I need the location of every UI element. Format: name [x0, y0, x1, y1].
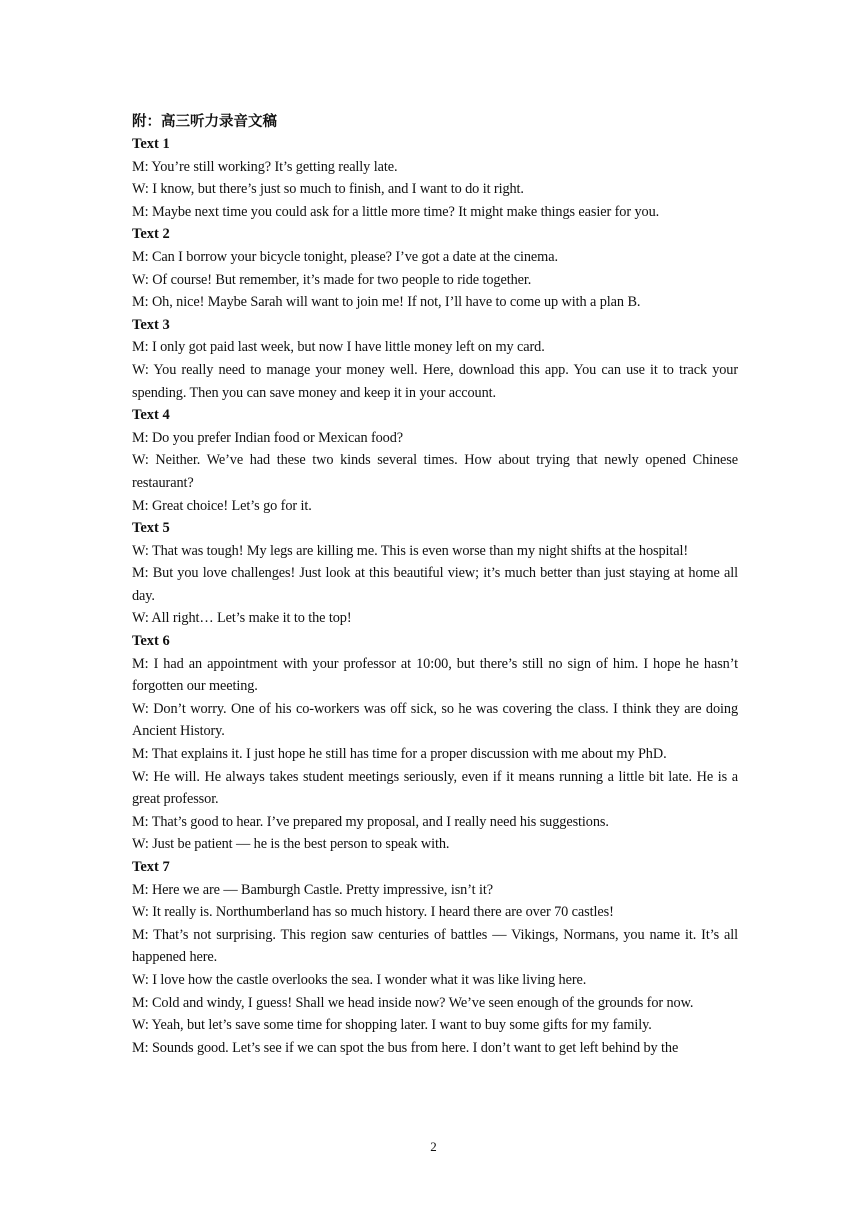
dialogue-line: M: Oh, nice! Maybe Sarah will want to join me! If not, I’ll have to come up with a plan B.	[132, 294, 641, 311]
dialogue-line: M: I only got paid last week, but now I have little money left on my card.	[132, 339, 545, 356]
section-title: Text 7	[132, 859, 170, 875]
dialogue-line: M: Can I borrow your bicycle tonight, please? I’ve got a date at the cinema.	[132, 248, 558, 265]
dialogue-line: M: You’re still working? It’s getting really late.	[132, 158, 398, 175]
dialogue-line: M: But you love challenges! Just look at this beautiful view; it’s much better than just staying at home all day.	[132, 565, 738, 604]
dialogue-line: M: I had an appointment with your professor at 10:00, but there’s still no sign of him. I hope he hasn’t forgotten our meeting.	[132, 655, 738, 695]
dialogue-line: M: Great choice! Let’s go for it.	[132, 497, 312, 514]
section-title: Text 1	[132, 136, 170, 152]
dialogue-line: M: Do you prefer Indian food or Mexican food?	[132, 429, 404, 446]
section-title: Text 3	[132, 316, 170, 333]
dialogue-line: W: I know, but there’s just so much to finish, and I want to do it right.	[132, 181, 524, 198]
transcript-section	[132, 223, 738, 313]
dialogue-line: W: Of course! But remember, it’s made for two people to ride together.	[132, 271, 532, 288]
dialogue-line: W: That was tough! My legs are killing me. This is even worse than my night shifts at the hospital!	[132, 542, 689, 559]
dialogue-line: W: You really need to manage your money well. Here, download this app. You can use it to track your spending. Then you can save money and keep it in your account.	[132, 361, 738, 401]
transcript-section	[132, 404, 738, 517]
sections-container	[132, 133, 738, 1059]
dialogue-line: M: That’s good to hear. I’ve prepared my proposal, and I really need his suggestions.	[132, 813, 609, 830]
dialogue-line: W: I love how the castle overlooks the sea. I wonder what it was like living here.	[132, 971, 587, 988]
transcript-section	[132, 856, 738, 1059]
dialogue-line: W: All right… Let’s make it to the top!	[132, 610, 352, 627]
dialogue-line: W: Yeah, but let’s save some time for shopping later. I want to buy some gifts for my family.	[132, 1017, 652, 1034]
transcript-section	[132, 133, 738, 223]
section-title: Text 5	[132, 520, 170, 537]
transcript-section	[132, 314, 738, 404]
dialogue-line: M: Cold and windy, I guess! Shall we head inside now? We’ve seen enough of the grounds for now.	[132, 994, 694, 1011]
dialogue-line: M: That explains it. I just hope he still has time for a proper discussion with me about my PhD.	[132, 746, 667, 763]
section-title: Text 4	[132, 407, 170, 424]
dialogue-line: M: That’s not surprising. This region saw centuries of battles — Vikings, Normans, you name it. It’s all happened here.	[132, 926, 738, 966]
dialogue-line: M: Here we are — Bamburgh Castle. Pretty impressive, isn’t it?	[132, 881, 493, 898]
section-title: Text 6	[132, 633, 170, 650]
transcript-body	[132, 110, 738, 1059]
dialogue-line: W: He will. He always takes student meetings seriously, even if it means running a little bit late. He is a great professor.	[132, 768, 738, 808]
transcript-section	[132, 630, 738, 856]
dialogue-line: M: Maybe next time you could ask for a little more time? It might make things easier for you.	[132, 203, 660, 220]
dialogue-line: W: Just be patient — he is the best person to speak with.	[132, 836, 450, 853]
transcript-section	[132, 517, 738, 630]
dialogue-line: W: Neither. We’ve had these two kinds several times. How about trying that newly opened Chinese restaurant?	[132, 452, 738, 491]
section-title: Text 2	[132, 226, 170, 243]
document-heading: 附：高三听力录音文稿	[132, 113, 277, 130]
dialogue-line: W: Don’t worry. One of his co-workers was off sick, so he was covering the class. I think they are doing Ancient History.	[132, 700, 738, 740]
page-number: 2	[430, 1139, 437, 1154]
dialogue-line: W: It really is. Northumberland has so much history. I heard there are over 70 castles!	[132, 904, 614, 921]
dialogue-line: M: Sounds good. Let’s see if we can spot the bus from here. I don’t want to get left behind by the	[132, 1039, 679, 1056]
